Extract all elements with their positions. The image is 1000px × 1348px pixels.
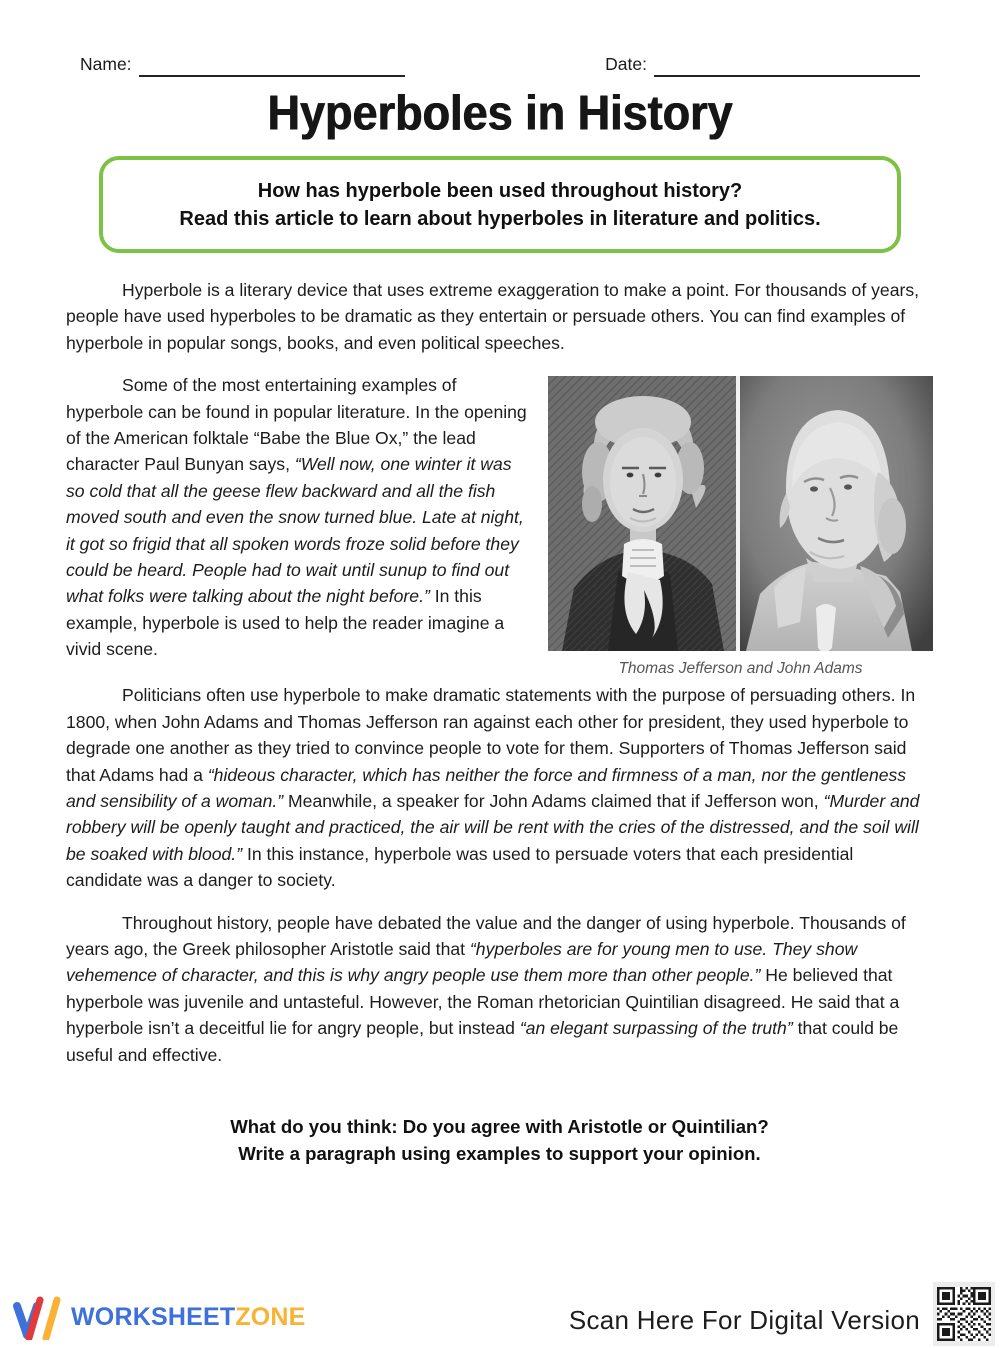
- qr-code-svg: [937, 1287, 991, 1341]
- brand-worksheet-text: WORKSHEET: [71, 1302, 236, 1331]
- paragraph-3-quote-1: “hideous character, which has neither the force and firmness of a man, nor the gentleness and sensibility of a woman.”: [66, 764, 907, 811]
- writing-prompt-line-1: What do you think: Do you agree with Aristotle or Quintilian?: [230, 1115, 769, 1137]
- paragraph-1-text: Hyperbole is a literary device that uses extreme exaggeration to make a point. For thousands of years, people have used hyperboles to be dramatic as they entertain or persuade others. You can find examples of hyperbole in popular songs, books, and even political speeches.: [66, 280, 920, 353]
- portraits-figure: [548, 376, 933, 680]
- paragraph-4-text: Throughout history, people have debated the value and the danger of using hyperbole. Thousands of years ago, the Greek philosopher Aristotle said that: [66, 912, 906, 959]
- intro-box: [99, 156, 901, 253]
- writing-prompt-line-2: Write a paragraph using examples to support your opinion.: [238, 1142, 761, 1164]
- writing-prompt: [66, 1114, 933, 1168]
- worksheetzone-logo-icon: [12, 1294, 62, 1340]
- name-date-row: [80, 54, 920, 77]
- paragraph-2-text: Some of the most entertaining examples of hyperbole can be found in popular literature. In the opening of the American folktale “Babe the Blue Ox,” the lead character Paul Bunyan says,: [66, 375, 527, 475]
- date-blank-line[interactable]: [654, 57, 920, 77]
- name-blank-line[interactable]: [139, 57, 405, 77]
- paragraph-3-text: Politicians often use hyperbole to make dramatic statements with the purpose of persuading others. In 1800, when John Adams and Thomas Jefferson ran against each other for president, they used hyperbole to degrade one another as they tried to convince people to vote for them. Supporters of Thomas Jefferson said that Adams had a: [66, 685, 916, 785]
- jefferson-portrait: [548, 376, 736, 651]
- paragraph-4-text-end: that could be useful and effective.: [66, 1018, 899, 1065]
- brand-text: [71, 1303, 306, 1332]
- qr-code-icon: [933, 1282, 995, 1346]
- paragraph-3: [66, 682, 933, 893]
- paragraph-4-text-mid: He believed that hyperbole was juvenile and untasteful. However, the Roman rhetorician Quintilian disagreed. He said that a hyperbole isn’t a deceitful lie for angry people, but instead: [66, 965, 900, 1039]
- intro-line-1: How has hyperbole been used throughout history?: [257, 180, 743, 202]
- scan-here-text: Scan Here For Digital Version: [568, 1305, 920, 1335]
- intro-line-2: Read this article to learn about hyperboles in literature and politics.: [179, 208, 821, 230]
- paragraph-3-quote-2: “Murder and robbery will be openly taught and practiced, the air will be rent with the cries of the distressed, and the soil will be soaked with blood.”: [66, 790, 920, 864]
- paragraph-2-text-end: In this example, hyperbole is used to help the reader imagine a vivid scene.: [66, 586, 505, 660]
- date-field-group: [605, 54, 920, 77]
- adams-portrait: [740, 376, 933, 651]
- paragraph-4: [66, 910, 933, 1068]
- name-field-group: [80, 54, 405, 77]
- page-title: Hyperboles in History: [267, 84, 733, 141]
- article-body: [66, 277, 933, 1168]
- name-label: Name:: [80, 54, 132, 74]
- paragraph-2-quote: “Well now, one winter it was so cold that all the geese flew backward and all the fish moved south and even the snow turned blue. Late at night, it got so frigid that all spoken words froze solid before they could be heard. People had to wait until sunup to find out what folks were talking about the night before.”: [66, 454, 524, 607]
- paragraph-3-text-end: In this instance, hyperbole was used to persuade voters that each presidential candidate was a danger to society.: [66, 843, 854, 891]
- brand-zone-text: ZONE: [235, 1302, 306, 1331]
- worksheet-page: [0, 54, 1000, 1348]
- paragraph-4-quote-1: “hyperboles are for young men to use. They show vehemence of character, and this is why angry people use them more than other people.”: [66, 938, 858, 986]
- paragraph-1: [66, 277, 933, 356]
- worksheetzone-logo: [12, 1294, 306, 1340]
- paragraph-2-block: [66, 372, 933, 682]
- date-label: Date:: [605, 54, 647, 74]
- paragraph-4-quote-2: “an elegant surpassing of the truth”: [519, 1018, 793, 1039]
- paragraph-3-text-mid: Meanwhile, a speaker for John Adams claimed that if Jefferson won,: [283, 790, 824, 811]
- jefferson-adams-portrait-image: [548, 376, 933, 651]
- figure-caption: Thomas Jefferson and John Adams: [618, 660, 863, 678]
